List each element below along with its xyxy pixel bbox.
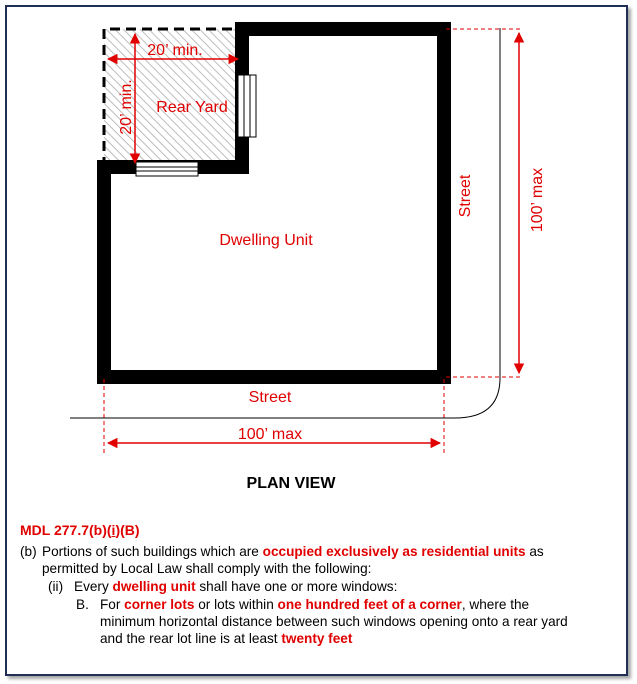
para-B-label: B. [76,597,89,612]
law-title-underlined: i [111,522,116,538]
para-B-highlight2: one hundred feet of a corner [277,597,462,612]
bottom-dim-label: 100’ max [237,426,303,443]
para-ii-label: (ii) [48,579,64,594]
rear-width-label: 20’ min. [147,42,203,59]
para-B-line3: and the rear lot line is at least [100,631,282,646]
para-B-line2: minimum horizontal distance between such windows opening onto a rear yard [100,614,568,629]
dwelling-unit-label: Dwelling Unit [219,232,313,249]
window-horizontal [136,162,198,176]
para-b [20,543,620,577]
para-ii-text2: shall have one or more windows: [195,579,398,594]
para-b-line2: permitted by Local Law shall comply with the following: [42,561,372,576]
right-dim-label: 100’ max [529,167,546,233]
law-title-pre: MDL 277.7(b)( [20,522,112,538]
para-B-text2: or lots within [194,597,278,612]
para-ii-highlight: dwelling unit [112,579,196,594]
para-b-text2: as [525,544,544,559]
para-b-text1: Portions of such buildings which are [42,544,263,559]
para-B-text1: For [100,597,125,612]
para-B-text3: , where the [461,597,530,612]
para-ii-text1: Every [74,579,113,594]
para-b-label: (b) [20,544,37,559]
rear-depth-label: 20’ min. [118,79,135,135]
rear-yard-label: Rear Yard [156,99,228,116]
law-text [20,522,620,647]
law-title-post: )(B) [115,522,140,538]
window-vertical [238,75,256,137]
para-ii [20,578,620,595]
law-title [20,522,620,539]
plan-view-title: PLAN VIEW [246,475,336,492]
para-B-highlight3: twenty feet [281,631,353,646]
street-bottom-label: Street [248,389,292,406]
para-B-highlight1: corner lots [124,597,195,612]
para-b-highlight: occupied exclusively as residential units [262,544,526,559]
street-right-label: Street [457,174,474,218]
para-B [20,596,620,647]
